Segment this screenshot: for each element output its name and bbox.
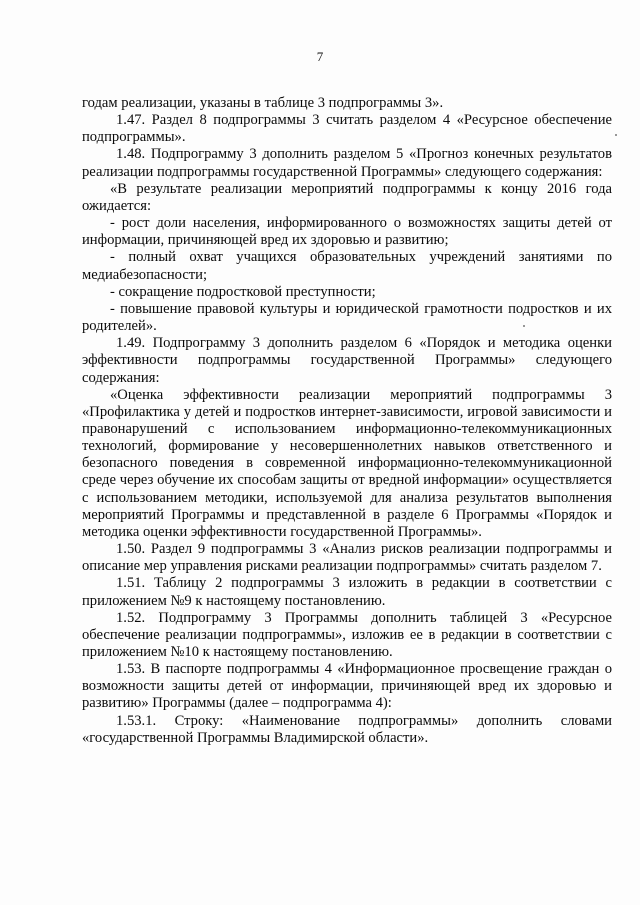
paragraph-1-53: 1.53. В паспорте подпрограммы 4 «Информационное просвещение граждан о возможности защиты детей от информации, причиняющей вред их здоровью и развитию» Программы (далее – подпрограмма 4):	[82, 661, 612, 712]
list-item-dash: - рост доли населения, информированного о возможностях защиты детей от информации, причиняющей вред их здоровью и развитию;	[82, 215, 612, 249]
paragraph-1-47: 1.47. Раздел 8 подпрограммы 3 считать разделом 4 «Ресурсное обеспечение подпрограммы».	[82, 112, 612, 146]
paragraph-1-51: 1.51. Таблицу 2 подпрограммы 3 изложить в редакции в соответствии с приложением №9 к настоящему постановлению.	[82, 575, 612, 609]
page-number: 7	[316, 49, 324, 64]
list-item-dash: - сокращение подростковой преступности;	[110, 283, 376, 300]
scan-speck	[523, 325, 525, 327]
paragraph-1-49: 1.49. Подпрограмму 3 дополнить разделом 6 «Порядок и методика оценки эффективности подпрограммы государственной Программы» следующего содержания:	[82, 335, 612, 386]
paragraph-1-48: 1.48. Подпрограмму 3 дополнить разделом 5 «Прогноз конечных результатов реализации подпрограммы государственной Программы» следующего содержания:	[82, 146, 612, 180]
paragraph-continuation: годам реализации, указаны в таблице 3 подпрограммы 3».	[82, 95, 444, 111]
list-item-dash: - повышение правовой культуры и юридической грамотности подростков и их родителей».	[82, 300, 612, 335]
quote-evaluation: «Оценка эффективности реализации мероприятий подпрограммы 3 «Профилактика у детей и подростков интернет-зависимости, игровой зависимости и правонарушений с использованием информационно-телекоммуникационных технологий, формирование у несовершеннолетних навыков ответственного и безопасного поведения в современной информационно-телекоммуникационной среде через обучение их способам защиты от вредной информации» осуществляется с использованием методики, используемой для анализа результатов выполнения мероприятий Программы и представленной в разделе 6 Программы «Порядок и методика оценки эффективности государственной Программы».	[82, 386, 612, 540]
list-item-dash: - полный охват учащихся образовательных учреждений занятиями по медиабезопасности;	[82, 249, 612, 283]
paragraph-1-52: 1.52. Подпрограмму 3 Программы дополнить таблицей 3 «Ресурсное обеспечение реализации подпрограммы», изложив ее в редакции в соответствии с приложением №10 к настоящему постановлению.	[82, 609, 612, 660]
paragraph-1-53-1: 1.53.1. Строку: «Наименование подпрограммы» дополнить словами «государственной Программы Владимирской области».	[82, 712, 612, 746]
paragraph-1-50: 1.50. Раздел 9 подпрограммы 3 «Анализ рисков реализации подпрограммы и описание мер управления рисками реализации подпрограммы» считать разделом 7.	[82, 541, 612, 575]
scan-speck	[615, 134, 617, 136]
document-body	[82, 95, 612, 747]
quote-intro: «В результате реализации мероприятий подпрограммы к концу 2016 года ожидается:	[82, 180, 612, 214]
